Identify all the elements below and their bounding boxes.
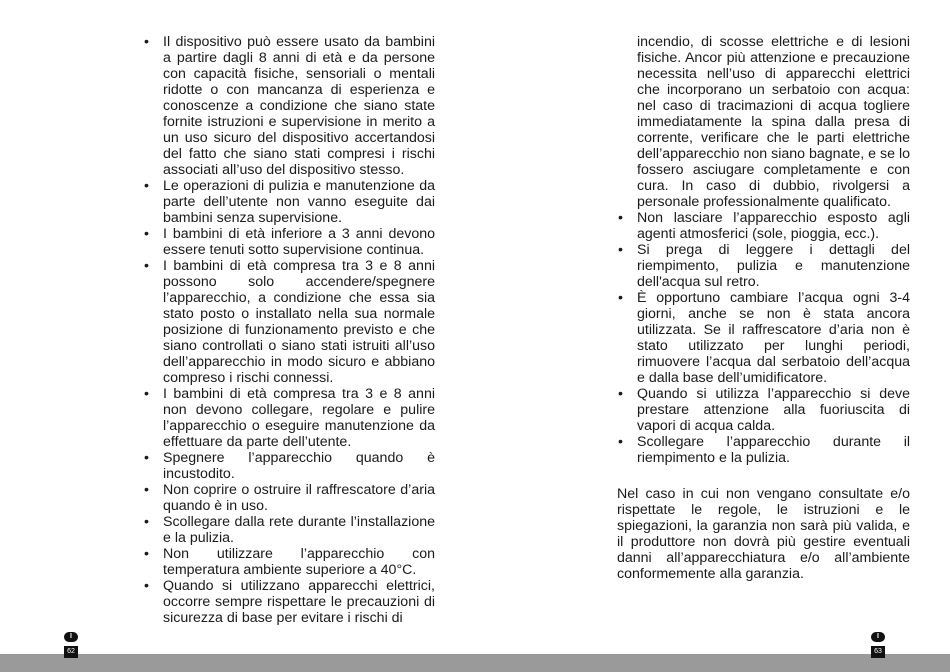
language-badge-right: I xyxy=(871,632,885,642)
list-item: • I bambini di età inferiore a 3 anni devono essere tenuti sotto supervisione continua. xyxy=(143,226,435,258)
page-number-right: 63 xyxy=(871,646,885,658)
continuation-paragraph: incendio, di scosse elettriche e di lesioni fisiche. Ancor più attenzione e precauzione necessita nell’uso di apparecchi elettrici che incorporano un serbatoio con acqua: nel caso di tracimazioni di acqua togliere immediatamente la spina dalla presa di corrente, verificare che le parti elettriche dell’apparecchio non siano bagnate, e se lo fossero asciugare completamente e con cura. In caso di dubbio, rivolgersi a personale professionalmente qualificato. xyxy=(637,34,910,210)
left-safety-list xyxy=(143,34,435,626)
list-item: • Quando si utilizza l’apparecchio si deve prestare attenzione alla fuoriuscita di vapori di acqua calda. xyxy=(617,386,910,434)
list-item: • Le operazioni di pulizia e manutenzione da parte dell’utente non vanno eseguite dai bambini senza supervisione. xyxy=(143,178,435,226)
list-item: • Spegnere l’apparecchio quando è incustodito. xyxy=(143,450,435,482)
list-item: • È opportuno cambiare l’acqua ogni 3-4 giorni, anche se non è stata ancora utilizzata. Se il raffrescatore d’aria non è stato utilizzato per lunghi periodi, rimuovere l’acqua dal serbatoio dell’acqua e dalla base dell’umidificatore. xyxy=(617,290,910,386)
right-safety-list xyxy=(617,210,910,466)
list-item: • Quando si utilizzano apparecchi elettrici, occorre sempre rispettare le precauzioni di sicurezza di base per evitare i rischi di xyxy=(143,578,435,626)
left-page-column xyxy=(143,34,435,626)
list-item: • Si prega di leggere i dettagli del riempimento, pulizia e manutenzione dell'acqua sul retro. xyxy=(617,242,910,290)
page-number-left: 62 xyxy=(64,646,78,658)
list-item: • Non coprire o ostruire il raffrescatore d’aria quando è in uso. xyxy=(143,482,435,514)
right-page-column xyxy=(617,34,910,582)
language-badge-left: I xyxy=(64,632,78,642)
list-item: • I bambini di età compresa tra 3 e 8 anni non devono collegare, regolare e pulire l’apparecchio o eseguire manutenzione da effettuare da parte dell’utente. xyxy=(143,386,435,450)
list-item: • I bambini di età compresa tra 3 e 8 anni possono solo accendere/spegnere l’apparecchio, a condizione che essa sia stato posto o installato nella sua normale posizione di funzionamento previsto e che siano controllati o siano stati istruiti all’uso dell’apparecchio in modo sicuro e abbiano compreso i rischi connessi. xyxy=(143,258,435,386)
warranty-paragraph: Nel caso in cui non vengano consultate e/o rispettate le regole, le istruzioni e le spiegazioni, la garanzia non sarà più valida, e il produttore non dovrà più gestire eventuali danni all’apparecchiatura e/o all’ambiente conformemente alla garanzia. xyxy=(617,486,910,582)
list-item: • Scollegare l’apparecchio durante il riempimento e la pulizia. xyxy=(617,434,910,466)
list-item: • Non utilizzare l’apparecchio con temperatura ambiente superiore a 40°C. xyxy=(143,546,435,578)
footer-bar xyxy=(0,654,950,672)
list-item: • Non lasciare l’apparecchio esposto agli agenti atmosferici (sole, pioggia, ecc.). xyxy=(617,210,910,242)
list-item: • Scollegare dalla rete durante l’installazione e la pulizia. xyxy=(143,514,435,546)
list-item: • Il dispositivo può essere usato da bambini a partire dagli 8 anni di età e da persone con capacità fisiche, sensoriali o mentali ridotte o con mancanza di esperienza e conoscenze a condizione che siano state fornite istruzioni e supervisione in merito a un uso sicuro del dispositivo accertandosi del fatto che siano stati compresi i rischi associati all’uso del dispositivo stesso. xyxy=(143,34,435,178)
